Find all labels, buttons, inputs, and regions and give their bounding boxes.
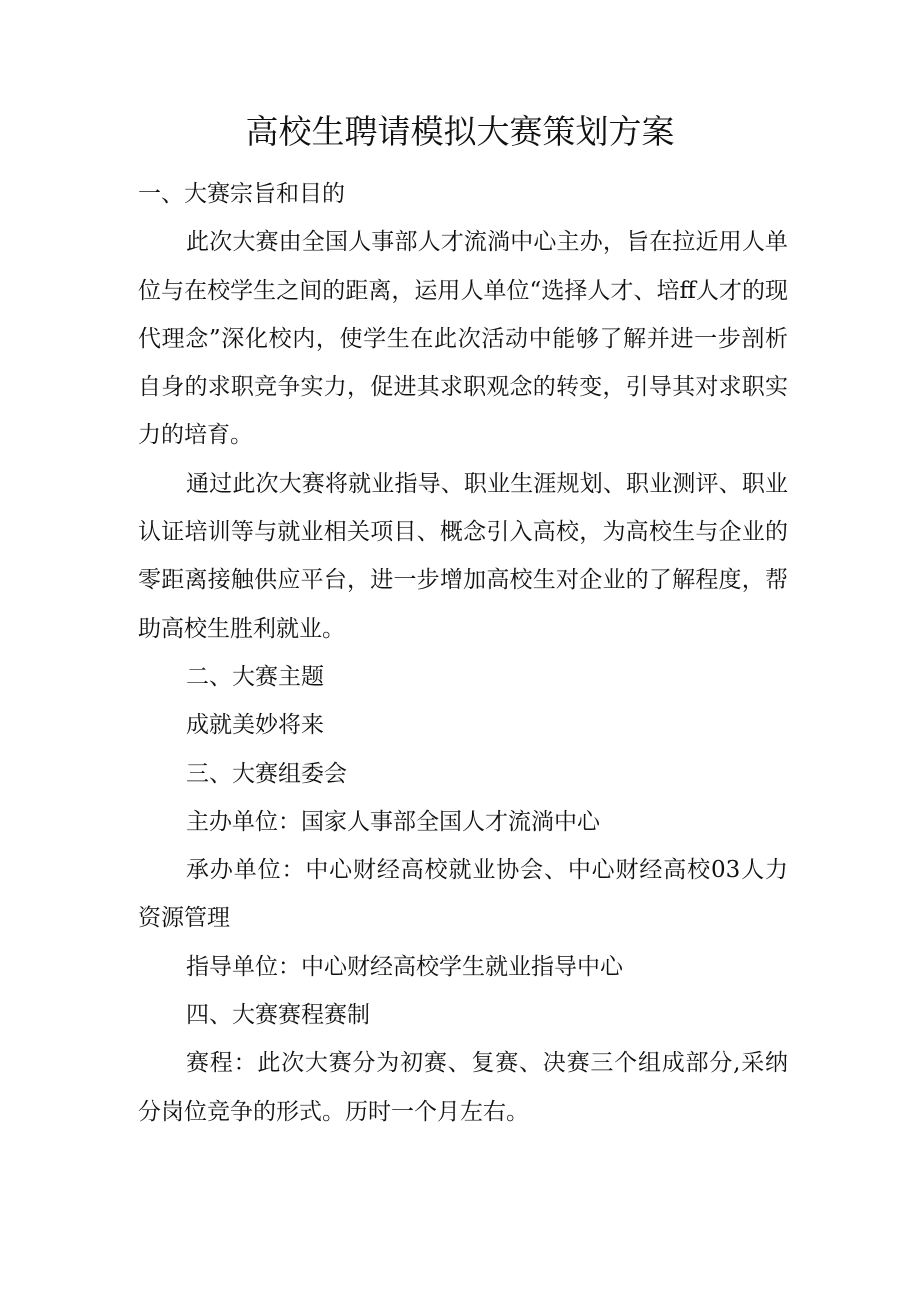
organizer-undertaker: 承办单位：中心财经高校就业协会、中心财经高校03人力资源管理 <box>138 857 788 932</box>
section-heading-2: 二、大赛主题 <box>186 663 324 690</box>
paragraph-purpose-2: 通过此次大赛将就业指导、职业生涯规划、职业测评、职业认证培训等与就业相关项目、概念引入高校，为高校生与企业的零距离接触供应平台，进一步增加高校生对企业的了解程度，帮助高校生胜利就业。 <box>138 470 788 642</box>
schedule-text: 赛程：此次大赛分为初赛、复赛、决赛三个组成部分,采纳分岗位竞争的形式。历时一个月左右。 <box>138 1050 788 1125</box>
organizer-guide: 指导单位：中心财经高校学生就业指导中心 <box>186 953 623 980</box>
document-body <box>138 170 788 1136</box>
paragraph-purpose-1: 此次大赛由全国人事部人才流淌中心主办，旨在拉近用人单位与在校学生之间的距离，运用人单位“选择人才、培ff人才的现代理念”深化校内，使学生在此次活动中能够了解并进一步剖析自身的求职竞争实力，促进其求职观念的转变，引导其对求职实力的培育。 <box>138 229 788 449</box>
organizer-host: 主办单位：国家人事部全国人才流淌中心 <box>186 808 600 835</box>
section-heading-1: 一、大赛宗旨和目的 <box>138 181 345 207</box>
section-heading-3: 三、大赛组委会 <box>186 760 347 787</box>
section-heading-4: 四、大赛赛程赛制 <box>186 1002 370 1029</box>
document-title: 高校生聘请模拟大赛策划方案 <box>245 112 675 151</box>
theme-text: 成就美妙将来 <box>186 712 324 739</box>
